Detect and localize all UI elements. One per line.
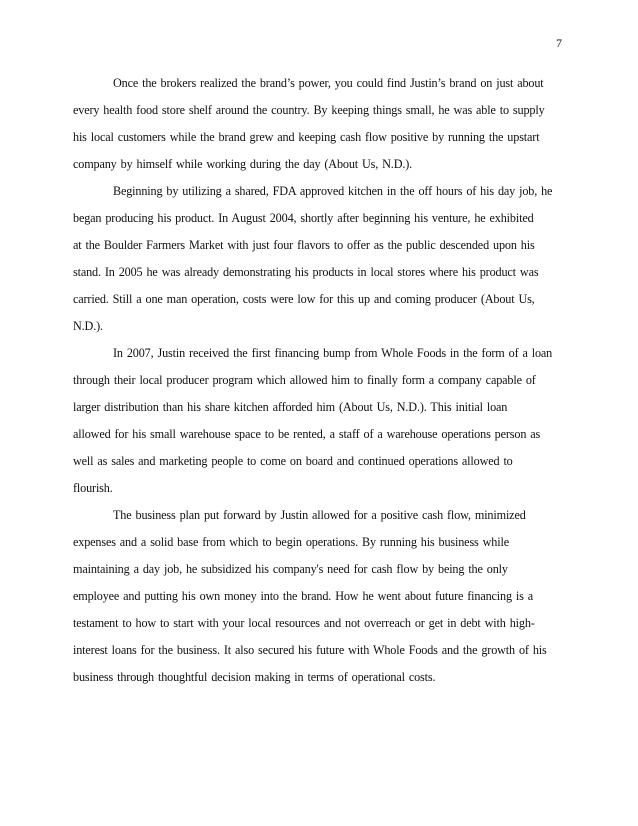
text-line: maintaining a day job, he subsidized his company's need for cash flow by being the only bbox=[73, 562, 508, 576]
text-line: In 2007, Justin received the first financing bump from Whole Foods in the form of a loan bbox=[113, 346, 553, 360]
text-line: Once the brokers realized the brand’s power, you could find Justin’s brand on just about bbox=[113, 76, 544, 90]
text-line: carried. Still a one man operation, costs were low for this up and coming producer (About Us, bbox=[73, 292, 535, 306]
text-line: employee and putting his own money into the brand. How he went about future financing is a bbox=[73, 589, 534, 603]
page-number: 7 bbox=[556, 36, 562, 50]
text-line: larger distribution than his share kitchen afforded him (About Us, N.D.). This initial loan bbox=[73, 400, 508, 414]
body-text bbox=[73, 70, 563, 691]
text-line: company by himself while working during the day (About Us, N.D.). bbox=[73, 157, 413, 171]
text-line: N.D.). bbox=[73, 319, 103, 333]
text-line: allowed for his small warehouse space to be rented, a staff of a warehouse operations person as bbox=[73, 427, 541, 441]
text-line: his local customers while the brand grew and keeping cash flow positive by running the upstart bbox=[73, 130, 540, 144]
text-line: flourish. bbox=[73, 481, 113, 495]
text-line: interest loans for the business. It also secured his future with Whole Foods and the growth of his bbox=[73, 643, 547, 657]
text-line: at the Boulder Farmers Market with just four flavors to offer as the public descended upon his bbox=[73, 238, 535, 252]
text-line: expenses and a solid base from which to begin operations. By running his business while bbox=[73, 535, 509, 549]
text-line: through their local producer program which allowed him to finally form a company capable of bbox=[73, 373, 536, 387]
text-line: stand. In 2005 he was already demonstrating his products in local stores where his product was bbox=[73, 265, 539, 279]
text-line: The business plan put forward by Justin allowed for a positive cash flow, minimized bbox=[113, 508, 526, 522]
text-line: began producing his product. In August 2004, shortly after beginning his venture, he exhibited bbox=[73, 211, 534, 225]
text-line: every health food store shelf around the country. By keeping things small, he was able to supply bbox=[73, 103, 545, 117]
text-line: business through thoughtful decision making in terms of operational costs. bbox=[73, 670, 436, 684]
text-line: well as sales and marketing people to come on board and continued operations allowed to bbox=[73, 454, 513, 468]
text-line: testament to how to start with your local resources and not overreach or get in debt with high- bbox=[73, 616, 535, 630]
text-line: Beginning by utilizing a shared, FDA approved kitchen in the off hours of his day job, he bbox=[113, 184, 553, 198]
